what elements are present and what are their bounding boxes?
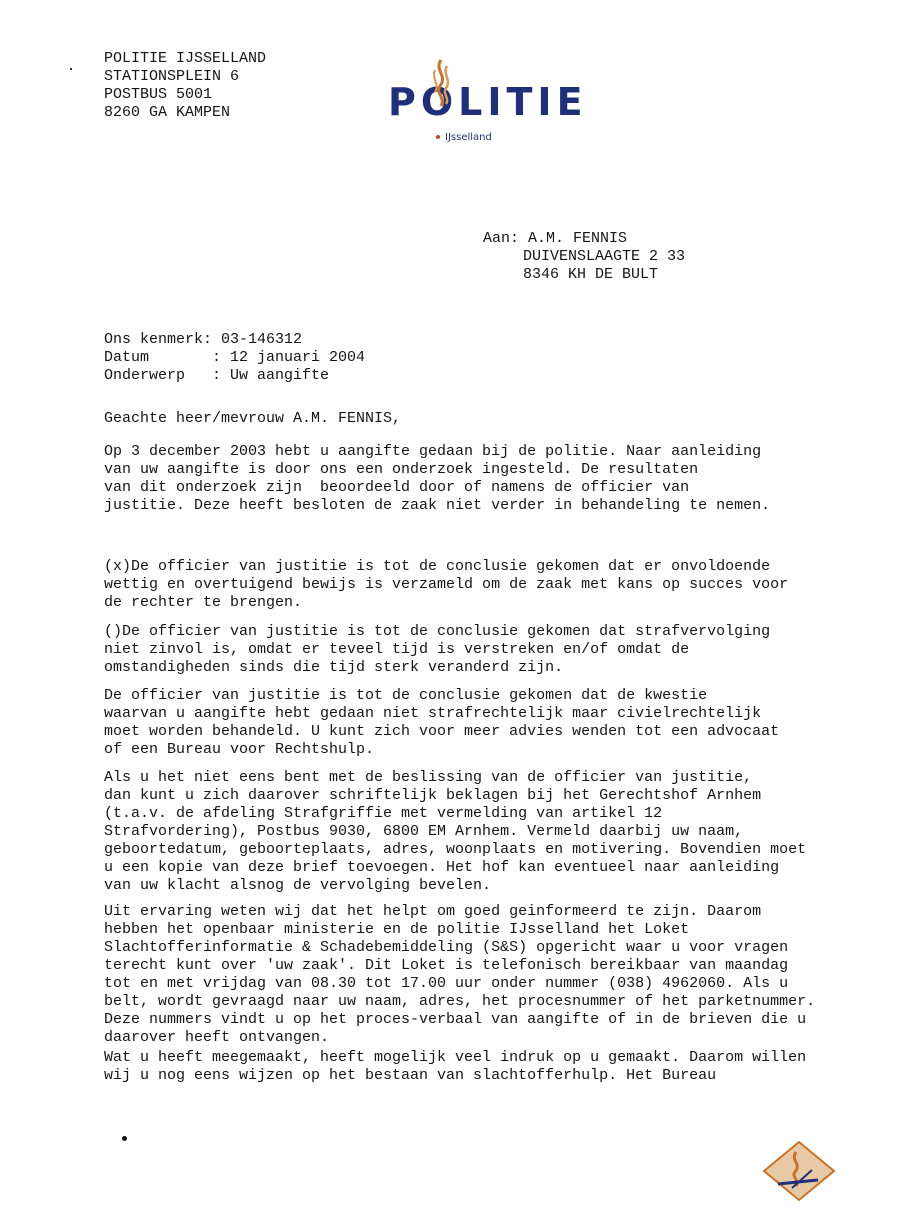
paragraph-line: Strafvordering), Postbus 9030, 6800 EM Arnhem. Vermeld daarbij uw naam, [104,823,744,840]
paragraph-line: hebben het openbaar ministerie en de politie IJsselland het Loket [104,921,690,938]
paragraph-line: Op 3 december 2003 hebt u aangifte gedaan bij de politie. Naar aanleiding [104,443,762,460]
paragraph-line: de rechter te brengen. [104,594,303,611]
paragraph-line: De officier van justitie is tot de conclusie gekomen dat de kwestie [104,687,708,704]
sender-line: POLITIE IJSSELLAND [104,50,267,67]
logo-region [436,132,492,143]
recipient-prefix: Aan: [483,230,529,247]
paragraph-line: Als u het niet eens bent met de beslissing van de officier van justitie, [104,769,753,786]
paragraph-line: Wat u heeft meegemaakt, heeft mogelijk veel indruk op u gemaakt. Daarom willen [104,1049,807,1066]
paragraph-intro [104,443,770,515]
logo-wordmark: POLITIE [388,80,588,124]
paragraph-line: justitie. Deze heeft besloten de zaak niet verder in behandeling te nemen. [104,497,771,514]
reference-block [104,331,365,385]
sender-line: POSTBUS 5001 [104,86,213,103]
paragraph-line: u een kopie van deze brief toevoegen. Het hof kan eventueel naar aanleiding [104,859,780,876]
paragraph-line: waarvan u aangifte hebt gedaan niet strafrechtelijk maar civielrechtelijk [104,705,762,722]
paragraph-line: daarover heeft ontvangen. [104,1029,330,1046]
paragraph-line: (x)De officier van justitie is tot de conclusie gekomen dat er onvoldoende [104,558,771,575]
sender-address [104,50,266,122]
paragraph-line: van uw klacht alsnog de vervolging bevelen. [104,877,492,894]
paragraph-option-not-useful [104,623,770,677]
paragraph-line: Uit ervaring weten wij dat het helpt om goed geinformeerd te zijn. Daarom [104,903,762,920]
paragraph-line: niet zinvol is, omdat er teveel tijd is verstreken en/of omdat de [104,641,690,658]
reference-kenmerk: Ons kenmerk: 03-146312 [104,331,303,348]
paragraph-line: Deze nummers vindt u op het proces-verbaal van aangifte of in de brieven die u [104,1011,807,1028]
paragraph-line: ()De officier van justitie is tot de conclusie gekomen dat strafvervolging [104,623,771,640]
recipient-postcode-city: 8346 KH DE BULT [523,266,659,283]
recipient-name-line [483,230,685,248]
reference-datum: Datum : 12 januari 2004 [104,349,366,366]
paragraph-option-insufficient-evidence [104,558,788,612]
paragraph-line: dan kunt u zich daarover schriftelijk beklagen bij het Gerechtshof Arnhem [104,787,762,804]
paragraph-civil-law [104,687,779,759]
reference-onderwerp: Onderwerp : Uw aangifte [104,367,330,384]
paragraph-line: wij u nog eens wijzen op het bestaan van slachtofferhulp. Het Bureau [104,1067,717,1084]
paragraph-line: geboortedatum, geboorteplaats, adres, woonplaats en motivering. Bovendien moet [104,841,807,858]
paragraph-line: (t.a.v. de afdeling Strafgriffie met vermelding van artikel 12 [104,805,663,822]
paragraph-loket [104,903,815,1047]
sender-line: 8260 GA KAMPEN [104,104,231,121]
paragraph-complaint [104,769,806,895]
paragraph-line: omstandigheden sinds die tijd sterk veranderd zijn. [104,659,564,676]
sender-line: STATIONSPLEIN 6 [104,68,240,85]
politie-emblem-icon [762,1140,836,1202]
paragraph-line: moet worden behandeld. U kunt zich voor meer advies wenden tot een advocaat [104,723,780,740]
paragraph-line: wettig en overtuigend bewijs is verzameld om de zaak met kans op succes voor [104,576,789,593]
recipient-name: A.M. FENNIS [528,230,628,247]
scan-speck [70,68,72,70]
bullet-icon [436,135,440,139]
paragraph-victim-support [104,1049,806,1085]
recipient-address [483,230,685,284]
flame-icon [424,56,458,126]
logo-region-label: IJsselland [445,132,492,143]
salutation: Geachte heer/mevrouw A.M. FENNIS, [104,410,402,427]
recipient-street: DUIVENSLAAGTE 2 33 [523,248,686,265]
paragraph-line: belt, wordt gevraagd naar uw naam, adres, het procesnummer of het parketnummer. [104,993,816,1010]
paragraph-line: of een Bureau voor Rechtshulp. [104,741,375,758]
paragraph-line: van dit onderzoek zijn beoordeeld door of namens de officier van [104,479,690,496]
scan-dot [122,1136,127,1141]
paragraph-line: van uw aangifte is door ons een onderzoek ingesteld. De resultaten [104,461,699,478]
paragraph-line: tot en met vrijdag van 08.30 tot 17.00 uur onder nummer (038) 4962060. Als u [104,975,789,992]
paragraph-line: terecht kunt over 'uw zaak'. Dit Loket is telefonisch bereikbaar van maandag [104,957,789,974]
paragraph-line: Slachtofferinformatie & Schadebemiddeling (S&S) opgericht waar u voor vragen [104,939,789,956]
politie-logo [388,56,608,151]
